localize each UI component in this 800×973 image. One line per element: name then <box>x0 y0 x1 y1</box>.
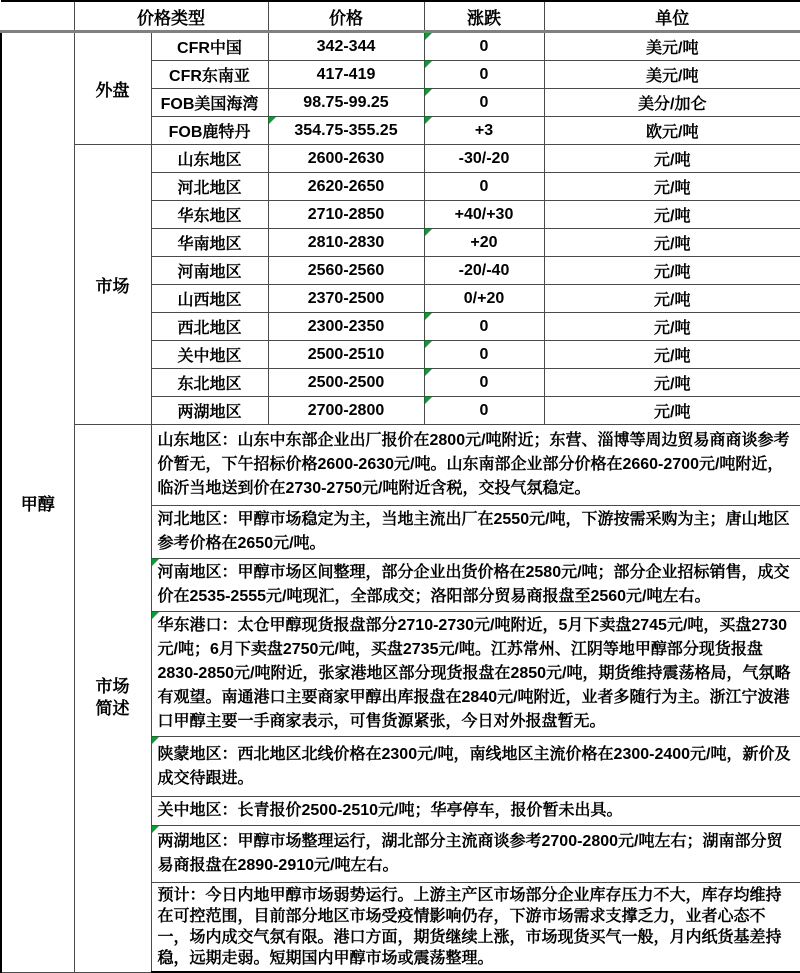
unit-cell: 元/吨 <box>544 257 800 285</box>
price-type-cell: CFR东南亚 <box>151 61 268 89</box>
change-cell: 0 <box>424 313 544 341</box>
price-type-cell: FOB美国海湾 <box>151 89 268 117</box>
price-cell: 2810-2830 <box>268 229 424 257</box>
change-cell: 0/+20 <box>424 285 544 313</box>
unit-cell: 元/吨 <box>544 173 800 201</box>
unit-cell: 元/吨 <box>544 369 800 397</box>
unit-cell: 美分/加仑 <box>544 89 800 117</box>
price-type-cell: 华南地区 <box>151 229 268 257</box>
summary-paragraph-huadong-port: 华东港口：太仓甲醇现货报盘部分2710-2730元/吨附近，5月下卖盘2745元/吨，买盘2730元/吨；6月下卖盘2750元/吨，买盘2735元/吨。江苏常州、江阴等地甲醇部分现货报盘2830-2850元/吨附近，张家港地区部分现货报盘在2850元/吨，期货维持震荡格局，气氛略有观望。南通港口主要商家甲醇出库报盘在2840元/吨附近，业者多随行为主。浙江宁波港口甲醇主要一手商家表示，可售货源紧张，今日对外报盘暂无。 <box>151 612 800 737</box>
change-cell: 0 <box>424 61 544 89</box>
table-row <box>1 32 800 61</box>
price-cell: 2710-2850 <box>268 201 424 229</box>
price-cell: 354.75-355.25 <box>268 117 424 145</box>
header-row <box>1 1 800 32</box>
change-cell: 0 <box>424 341 544 369</box>
unit-cell: 欧元/吨 <box>544 117 800 145</box>
section-label-summary <box>74 425 151 973</box>
unit-cell: 元/吨 <box>544 229 800 257</box>
price-cell: 2500-2500 <box>268 369 424 397</box>
summary-paragraph-lianghu: 两湖地区：甲醇市场整理运行，湖北部分主流商谈参考2700-2800元/吨左右；湖南部分贸易商报盘在2890-2910元/吨左右。 <box>151 826 800 883</box>
unit-cell: 美元/吨 <box>544 61 800 89</box>
price-cell: 2560-2560 <box>268 257 424 285</box>
change-cell: -30/-20 <box>424 145 544 173</box>
price-cell: 417-419 <box>268 61 424 89</box>
change-cell: 0 <box>424 89 544 117</box>
header-unit: 单位 <box>544 1 800 32</box>
table-row <box>1 145 800 173</box>
unit-cell: 元/吨 <box>544 313 800 341</box>
summary-paragraph-forecast: 预计：今日内地甲醇市场弱势运行。上游主产区市场部分企业库存压力不大，库存均维持在可控范围，目前部分地区市场受疫情影响仍存，下游市场需求支撑乏力，业者心态不一，场内成交气氛有限。港口方面，期货继续上涨，市场现货买气一般，月内纸货基差持稳，远期走弱。短期国内甲醇市场或震荡整理。 <box>151 883 800 973</box>
change-cell: 0 <box>424 369 544 397</box>
corner-blank-cell <box>1 1 74 32</box>
change-cell: +20 <box>424 229 544 257</box>
product-label: 甲醇 <box>1 32 74 973</box>
price-type-cell: 西北地区 <box>151 313 268 341</box>
summary-paragraph-shaanmeng: 陕蒙地区：西北地区北线价格在2300元/吨，南线地区主流价格在2300-2400元/吨，新价及成交待跟进。 <box>151 737 800 797</box>
summary-label-text: 市场简述 <box>95 677 130 719</box>
unit-cell: 元/吨 <box>544 201 800 229</box>
unit-cell: 元/吨 <box>544 341 800 369</box>
price-type-cell: CFR中国 <box>151 32 268 61</box>
summary-paragraph-guanzhong: 关中地区：长青报价2500-2510元/吨；华亭停车，报价暂未出具。 <box>151 797 800 826</box>
change-cell: 0 <box>424 397 544 425</box>
price-cell: 2600-2630 <box>268 145 424 173</box>
summary-paragraph-hebei: 河北地区：甲醇市场稳定为主，当地主流出厂在2550元/吨，下游按需采购为主；唐山地区参考价格在2650元/吨。 <box>151 506 800 559</box>
price-cell: 2300-2350 <box>268 313 424 341</box>
price-cell: 342-344 <box>268 32 424 61</box>
price-cell: 2620-2650 <box>268 173 424 201</box>
price-type-cell: 东北地区 <box>151 369 268 397</box>
summary-paragraph-shandong: 山东地区：山东中东部企业出厂报价在2800元/吨附近；东营、淄博等周边贸易商商谈参考价暂无，下午招标价格2600-2630元/吨。山东南部企业部分价格在2660-2700元/吨附近，临沂当地送到价在2730-2750元/吨附近含税，交投气氛稳定。 <box>151 425 800 506</box>
section-label-domestic: 市场 <box>74 145 151 425</box>
summary-paragraph-henan: 河南地区：甲醇市场区间整理，部分企业出货价格在2580元/吨；部分企业招标销售，成交价在2535-2555元/吨现汇，全部成交；洛阳部分贸易商报盘至2560元/吨左右。 <box>151 559 800 612</box>
price-type-cell: 山西地区 <box>151 285 268 313</box>
header-change: 涨跌 <box>424 1 544 32</box>
unit-cell: 美元/吨 <box>544 32 800 61</box>
header-price-type: 价格类型 <box>74 1 268 32</box>
price-type-cell: FOB鹿特丹 <box>151 117 268 145</box>
price-type-cell: 河北地区 <box>151 173 268 201</box>
price-type-cell: 关中地区 <box>151 341 268 369</box>
change-cell: 0 <box>424 173 544 201</box>
change-cell: -20/-40 <box>424 257 544 285</box>
change-cell: +40/+30 <box>424 201 544 229</box>
price-cell: 98.75-99.25 <box>268 89 424 117</box>
change-cell: +3 <box>424 117 544 145</box>
price-type-cell: 河南地区 <box>151 257 268 285</box>
unit-cell: 元/吨 <box>544 397 800 425</box>
price-cell: 2370-2500 <box>268 285 424 313</box>
section-label-external: 外盘 <box>74 32 151 145</box>
price-cell: 2500-2510 <box>268 341 424 369</box>
header-price: 价格 <box>268 1 424 32</box>
unit-cell: 元/吨 <box>544 285 800 313</box>
price-type-cell: 两湖地区 <box>151 397 268 425</box>
table-row <box>1 425 800 506</box>
price-type-cell: 华东地区 <box>151 201 268 229</box>
price-type-cell: 山东地区 <box>151 145 268 173</box>
unit-cell: 元/吨 <box>544 145 800 173</box>
price-cell: 2700-2800 <box>268 397 424 425</box>
change-cell: 0 <box>424 32 544 61</box>
